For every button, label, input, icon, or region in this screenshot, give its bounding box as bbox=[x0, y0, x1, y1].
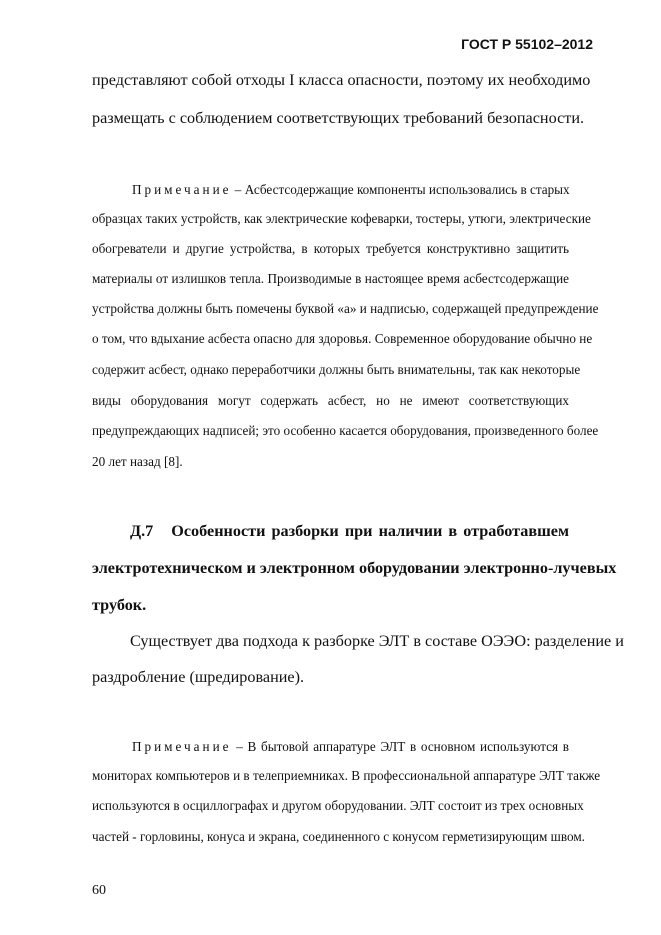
section-title-part: Особенности разборки при наличии в отработавшем bbox=[171, 522, 569, 540]
note-line: предупреждающих надписей; это особенно касается оборудования, произведенного более bbox=[92, 423, 599, 438]
page-number: 60 bbox=[92, 883, 106, 898]
note-line: мониторах компьютеров и в телеприемниках. В профессиональной аппаратуре ЭЛТ также bbox=[92, 768, 601, 783]
note-line: устройства должны быть помечены буквой «а» и надписью, содержащей предупреждение bbox=[92, 301, 599, 316]
section-title-line: электротехническом и электронном оборудовании электронно-лучевых bbox=[92, 559, 617, 577]
note-line: содержит асбест, однако переработчики должны быть внимательны, так как некоторые bbox=[92, 362, 581, 377]
section-number: Д.7 bbox=[130, 522, 154, 540]
note-line: образцах таких устройств, как электрические кофеварки, тостеры, утюги, электрические bbox=[92, 211, 591, 226]
note-label: Примечание bbox=[132, 739, 232, 754]
note-line: виды оборудования могут содержать асбест, но не имеют соответствующих bbox=[92, 393, 569, 408]
note-line: используются в осциллографах и другом оборудовании. ЭЛТ состоит из трех основных bbox=[92, 798, 584, 813]
paragraph-line: раздробление (шредирование). bbox=[92, 668, 305, 686]
note-line: материалы от излишков тепла. Производимые в настоящее время асбестсодержащие bbox=[92, 271, 569, 286]
note-text: – В бытовой аппаратуре ЭЛТ в основном используются в bbox=[231, 739, 569, 754]
note-first-line bbox=[92, 739, 569, 755]
note-line: о том, что вдыхание асбеста опасно для здоровья. Современное оборудование обычно не bbox=[92, 331, 593, 346]
section-title-line: трубок. bbox=[92, 596, 147, 614]
note-label: Примечание bbox=[132, 182, 232, 197]
note-line: 20 лет назад [8]. bbox=[92, 454, 183, 469]
note-text: – Асбестсодержащие компоненты использовались в старых bbox=[231, 182, 570, 197]
paragraph-line: Существует два подхода к разборке ЭЛТ в составе ОЭЭО: разделение и bbox=[130, 632, 624, 650]
paragraph-line: размещать с соблюдением соответствующих требований безопасности. bbox=[92, 109, 585, 127]
paragraph-line: представляют собой отходы I класса опасности, поэтому их необходимо bbox=[92, 71, 591, 89]
note-line: обогреватели и другие устройства, в которых требуется конструктивно защитить bbox=[92, 241, 569, 256]
section-heading bbox=[92, 522, 569, 541]
note-first-line bbox=[92, 182, 569, 198]
document-code: ГОСТ Р 55102–2012 bbox=[461, 36, 593, 52]
note-line: частей - горловины, конуса и экрана, соединенного с конусом герметизирующим швом. bbox=[92, 829, 585, 844]
